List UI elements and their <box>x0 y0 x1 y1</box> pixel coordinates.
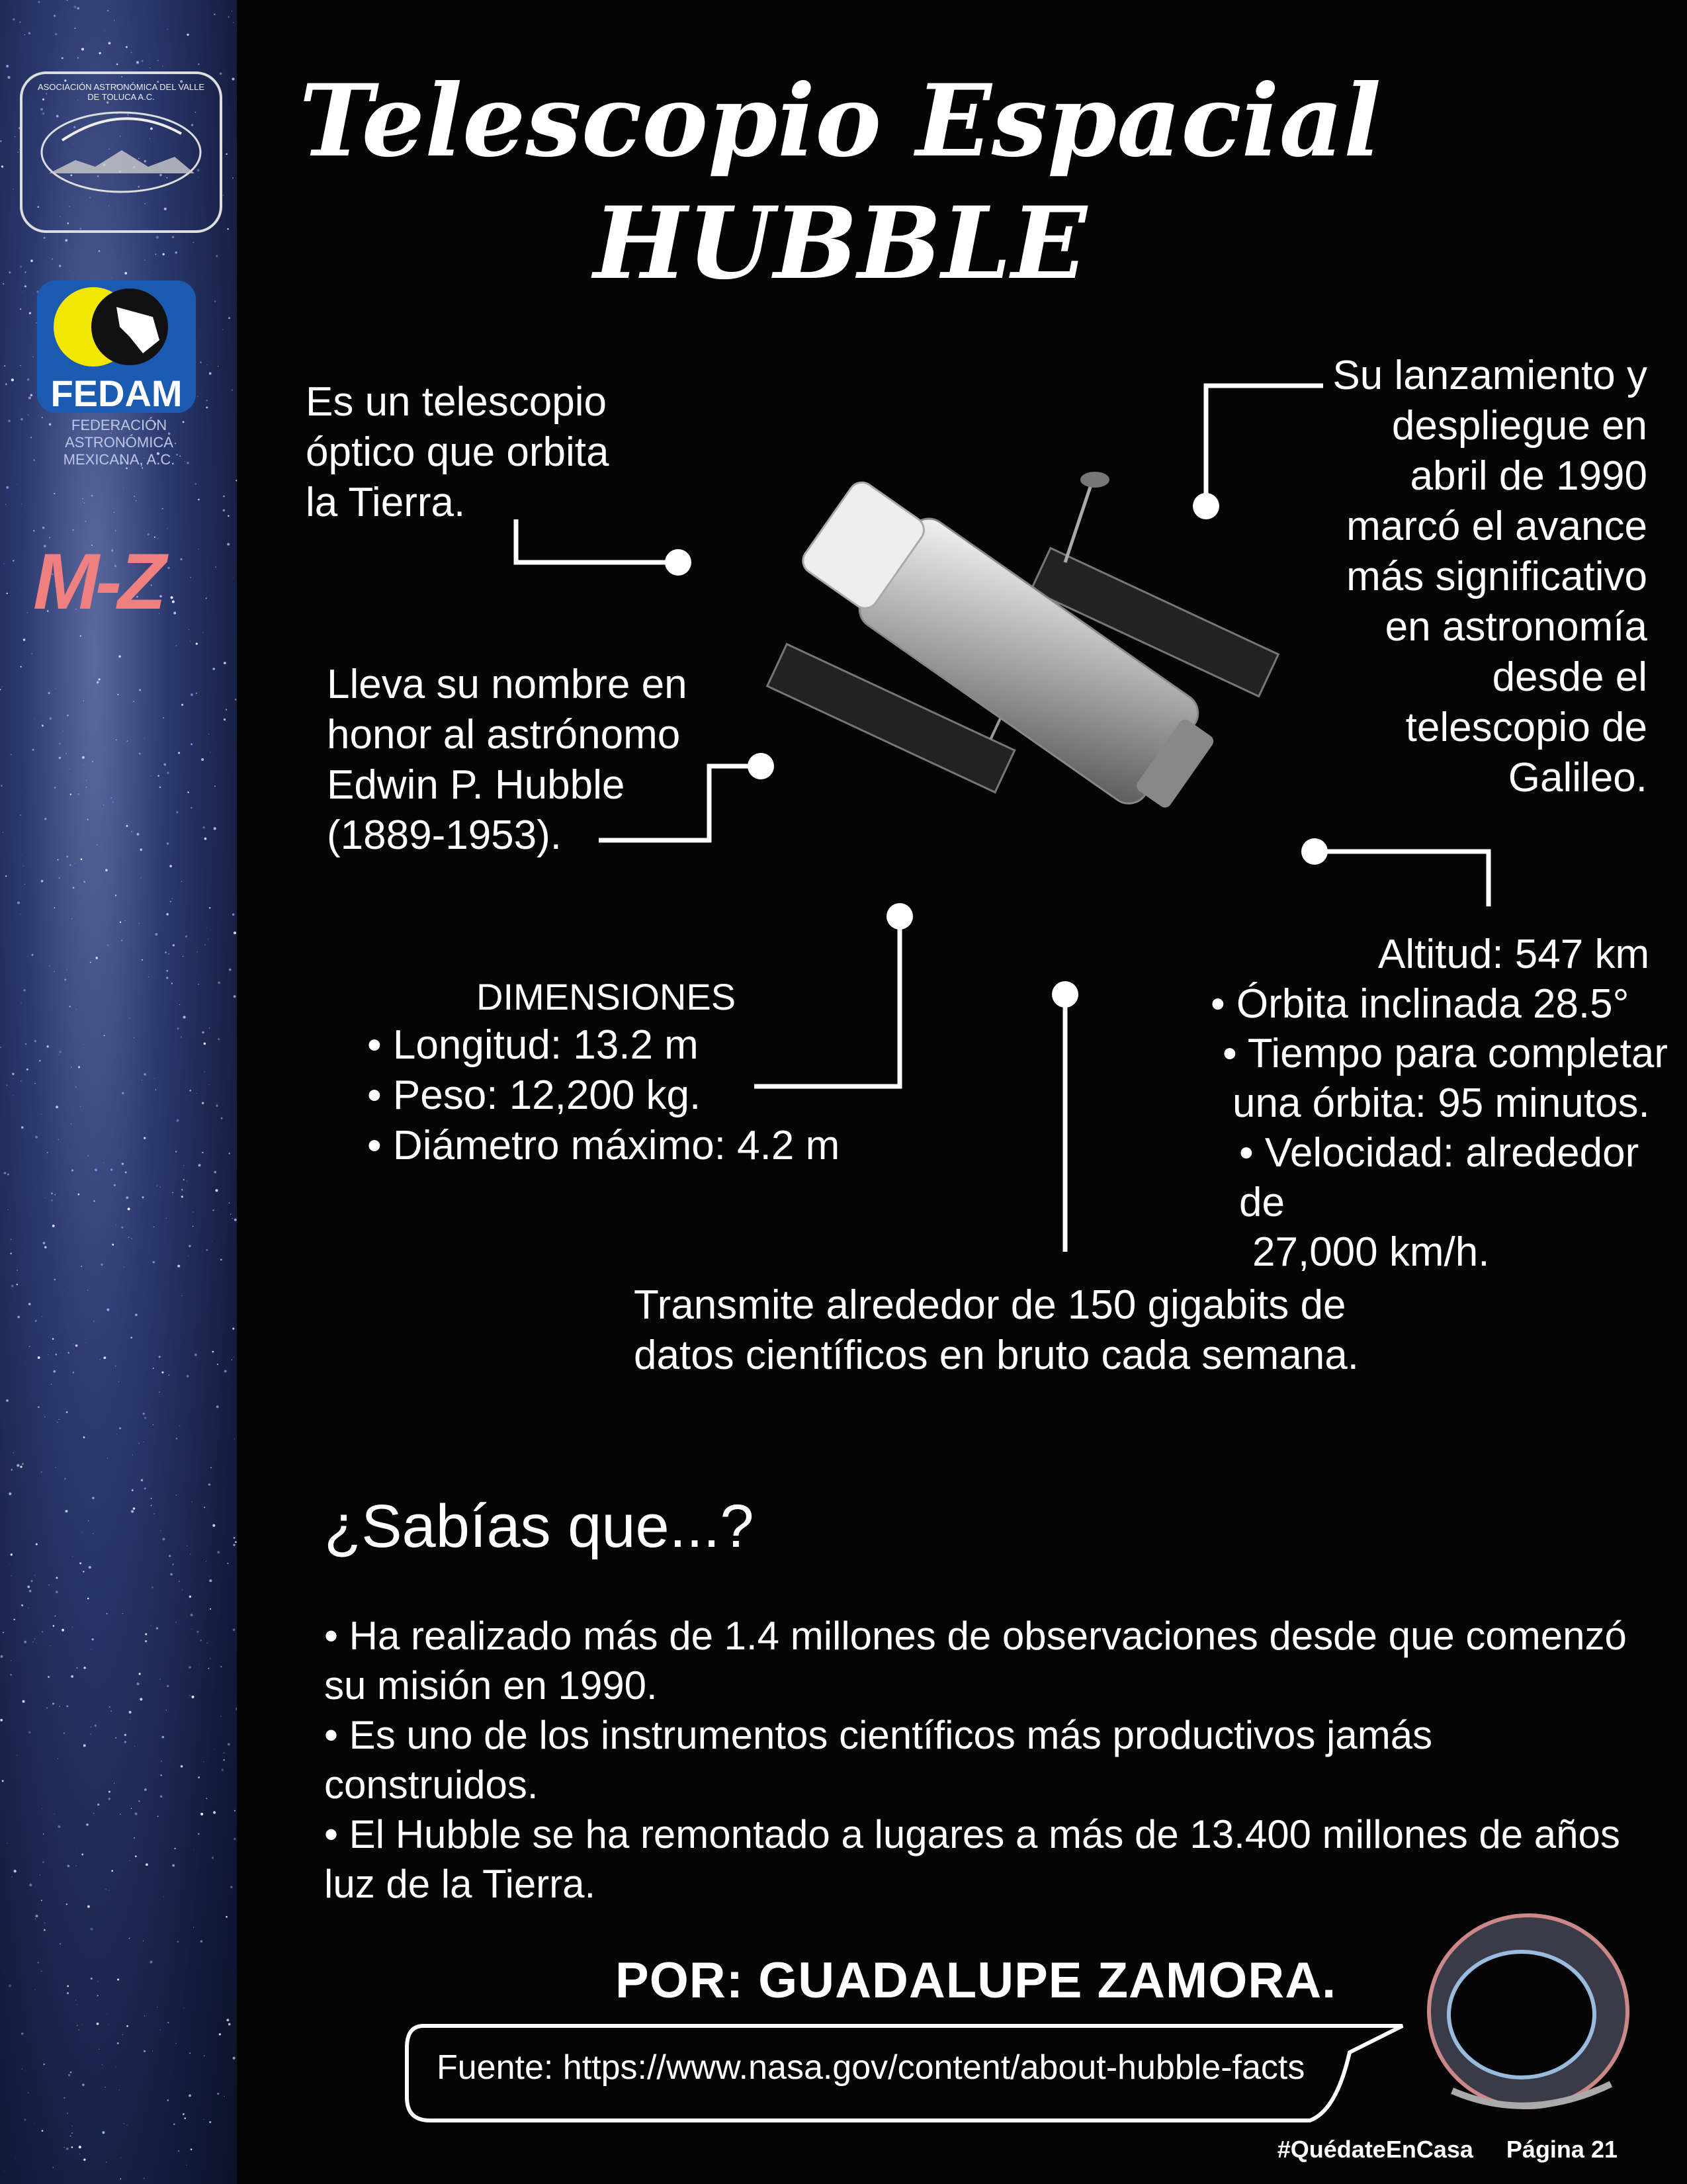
list-item: • Órbita inclinada 28.5° <box>1211 981 1629 1027</box>
dimensions-list <box>367 1020 840 1171</box>
fedam-subtitle: FEDERACIÓN ASTRONÓMICA MEXICANA, A.C. <box>63 417 175 468</box>
author-credit: POR: GUADALUPE ZAMORA. <box>615 1952 1337 2009</box>
list-item: Altitud: 547 km <box>1378 932 1650 977</box>
did-you-know-heading: ¿Sabías que...? <box>324 1493 754 1560</box>
fact-optical: Es un telescopio óptico que orbita la Tierra. <box>306 379 609 525</box>
list-item: • Tiempo para completar <box>1223 1031 1668 1076</box>
list-item: 27,000 km/h. <box>1252 1229 1490 1275</box>
fact-name: Lleva su nombre en honor al astrónomo Edwin P. Hubble (1889-1953). <box>327 662 687 858</box>
astronaut-helmet-icon <box>1412 1905 1644 2124</box>
fedam-logo <box>37 281 196 413</box>
dimensions-block <box>367 974 840 1171</box>
list-item: • Ha realizado más de 1.4 millones de observaciones desde que comenzó su misión en 1990. <box>324 1614 1627 1708</box>
hubble-telescope-illustration <box>721 430 1303 893</box>
list-item: • Diámetro máximo: 4.2 m <box>367 1123 840 1168</box>
mz-logo: M-Z <box>33 537 163 626</box>
fedam-label: FEDAM <box>50 372 183 413</box>
source-link[interactable]: Fuente: https://www.nasa.gov/content/about-hubble-facts <box>437 2048 1305 2087</box>
fact-launch: Su lanzamiento y despliegue en abril de 1990 marcó el avance más significativo en astronomía desde el telescopio de Galileo. <box>1332 353 1647 801</box>
did-you-know-list <box>324 1611 1641 1909</box>
list-item: • El Hubble se ha remontado a lugares a más de 13.400 millones de años luz de la Tierra. <box>324 1812 1620 1906</box>
list-item: una órbita: 95 minutos. <box>1233 1080 1650 1126</box>
hashtag: #QuédateEnCasa <box>1277 2136 1473 2163</box>
orbit-block <box>1211 930 1687 1277</box>
asociacion-logo-text: ASOCIACIÓN ASTRONÓMICA DEL VALLE DE TOLUCA A.C. <box>37 82 205 102</box>
fact-transmit: Transmite alrededor de 150 gigabits de datos científicos en bruto cada semana. <box>634 1282 1359 1378</box>
page-number: Página 21 <box>1506 2136 1618 2163</box>
dimensions-heading: DIMENSIONES <box>476 976 736 1018</box>
list-item: • Peso: 12,200 kg. <box>367 1072 701 1118</box>
page-title-line2: HUBBLE <box>593 185 1087 302</box>
page-footer <box>1251 2136 1618 2163</box>
list-item: • Es uno de los instrumentos científicos más productivos jamás construidos. <box>324 1713 1433 1807</box>
page-title-line1: Telescopio Espacial <box>299 63 1381 179</box>
list-item: • Velocidad: alrededor de <box>1239 1130 1639 1225</box>
sidebar <box>0 0 237 2184</box>
list-item: • Longitud: 13.2 m <box>367 1022 699 1068</box>
asociacion-logo <box>20 71 222 233</box>
